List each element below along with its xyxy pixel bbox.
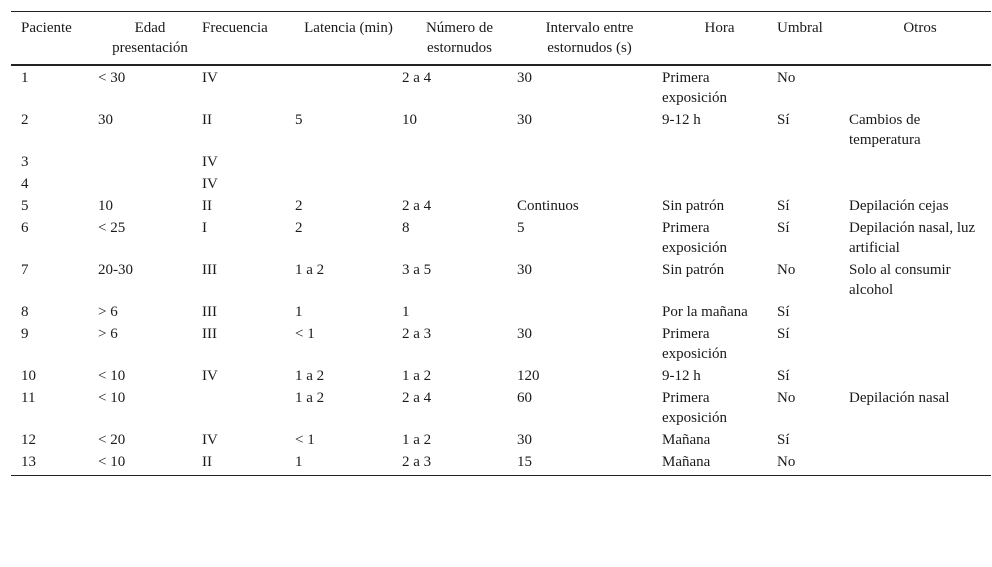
cell-latencia: 1 [295, 451, 402, 476]
cell-latencia: 1 a 2 [295, 390, 325, 406]
header-latencia: Latencia (min) [295, 12, 402, 66]
table-row [11, 429, 991, 451]
cell-umbral: Sí [777, 432, 790, 448]
table-row [11, 387, 991, 429]
cell-edad: < 10 [98, 390, 126, 406]
cell-paciente: 13 [11, 451, 98, 476]
cell-paciente: 9 [21, 326, 29, 342]
cell-otros: Solo al consumir alcohol [849, 262, 951, 298]
cell-numero: 2 a 4 [402, 70, 432, 86]
cell-intervalo [517, 173, 662, 195]
table-row [11, 365, 991, 387]
table-body [11, 65, 991, 476]
cell-hora: Mañana [662, 451, 777, 476]
cell-frecuencia: IV [202, 70, 218, 86]
cell-latencia: 1 a 2 [295, 368, 325, 384]
cell-edad: < 25 [98, 220, 126, 236]
cell-hora: 9-12 h [662, 112, 701, 128]
cell-otros [849, 429, 991, 451]
header-otros: Otros [849, 12, 991, 66]
cell-frecuencia: IV [202, 176, 218, 192]
cell-intervalo: 30 [517, 432, 532, 448]
cell-numero: 1 a 2 [402, 432, 432, 448]
cell-frecuencia: III [202, 326, 217, 342]
cell-umbral: No [777, 70, 796, 86]
cell-edad: 30 [98, 112, 113, 128]
cell-intervalo: 30 [517, 326, 532, 342]
cell-edad: < 10 [98, 451, 202, 476]
cell-otros: Depilación nasal, luz artificial [849, 220, 976, 256]
cell-intervalo: Continuos [517, 198, 579, 214]
table-row [11, 151, 991, 173]
header-umbral: Umbral [777, 12, 849, 66]
header-paciente: Paciente [11, 12, 98, 66]
table-container [11, 11, 981, 476]
cell-edad [98, 151, 202, 173]
cell-paciente: 2 [21, 112, 29, 128]
table-header [11, 12, 991, 66]
table-row [11, 65, 991, 109]
cell-otros [849, 323, 991, 365]
cell-latencia: 1 a 2 [295, 262, 325, 278]
cell-umbral [777, 173, 849, 195]
cell-edad: > 6 [98, 304, 118, 320]
cell-otros [849, 365, 991, 387]
cell-hora [662, 151, 777, 173]
cell-umbral: No [777, 451, 849, 476]
cell-hora: 9-12 h [662, 368, 701, 384]
table-row [11, 173, 991, 195]
table-row [11, 195, 991, 217]
cell-paciente: 4 [21, 176, 29, 192]
cell-paciente: 3 [21, 154, 29, 170]
cell-otros: Depilación cejas [849, 198, 949, 214]
cell-umbral: Sí [777, 198, 790, 214]
cell-otros [849, 151, 991, 173]
patients-table [11, 11, 991, 476]
cell-latencia: < 1 [295, 432, 315, 448]
cell-hora [662, 173, 777, 195]
cell-hora: Primera exposición [662, 70, 727, 106]
cell-edad: < 20 [98, 432, 126, 448]
cell-intervalo: 30 [517, 112, 532, 128]
cell-edad [98, 173, 202, 195]
header-hora: Hora [662, 12, 777, 66]
cell-umbral [777, 151, 849, 173]
cell-intervalo [517, 301, 662, 323]
cell-umbral: Sí [777, 220, 790, 236]
cell-frecuencia: II [202, 198, 212, 214]
table-row [11, 323, 991, 365]
cell-hora: Sin patrón [662, 198, 725, 214]
table-row [11, 301, 991, 323]
cell-latencia: 2 [295, 220, 303, 236]
cell-umbral: No [777, 390, 796, 406]
cell-frecuencia [202, 387, 295, 429]
cell-umbral: Sí [777, 326, 790, 342]
cell-paciente: 11 [21, 390, 36, 406]
cell-numero: 1 a 2 [402, 368, 432, 384]
cell-hora: Primera exposición [662, 390, 727, 426]
cell-otros: Depilación nasal [849, 390, 950, 406]
table-row [11, 451, 991, 476]
cell-edad: 10 [98, 198, 113, 214]
cell-paciente: 1 [21, 70, 29, 86]
table-row [11, 109, 991, 151]
cell-paciente: 8 [21, 304, 29, 320]
table-row [11, 259, 991, 301]
cell-latencia: < 1 [295, 326, 315, 342]
cell-numero [402, 173, 517, 195]
cell-hora: Primera exposición [662, 220, 727, 256]
cell-numero: 2 a 3 [402, 451, 517, 476]
cell-hora: Mañana [662, 432, 711, 448]
cell-frecuencia: III [202, 262, 217, 278]
cell-frecuencia: IV [202, 432, 218, 448]
cell-latencia [295, 151, 402, 173]
cell-otros [849, 451, 991, 476]
cell-umbral: Sí [777, 112, 790, 128]
cell-numero: 2 a 3 [402, 326, 432, 342]
cell-frecuencia: IV [202, 368, 218, 384]
cell-umbral: No [777, 262, 796, 278]
cell-paciente: 5 [21, 198, 29, 214]
cell-paciente: 6 [21, 220, 29, 236]
cell-numero: 3 a 5 [402, 262, 432, 278]
cell-intervalo: 120 [517, 368, 540, 384]
header-row [11, 12, 991, 66]
cell-frecuencia: II [202, 112, 212, 128]
header-edad: Edad presentación [98, 12, 202, 66]
cell-frecuencia: II [202, 451, 295, 476]
cell-intervalo: 60 [517, 390, 532, 406]
cell-intervalo: 15 [517, 451, 662, 476]
header-intervalo: Intervalo entre estornudos (s) [517, 12, 662, 66]
cell-paciente: 7 [21, 262, 29, 278]
cell-umbral: Sí [777, 368, 790, 384]
cell-otros: Cambios de temperatura [849, 112, 921, 148]
header-frecuencia: Frecuencia [202, 12, 295, 66]
cell-otros [849, 173, 991, 195]
cell-otros [849, 301, 991, 323]
cell-intervalo: 5 [517, 220, 525, 236]
table-row [11, 217, 991, 259]
cell-latencia: 1 [295, 304, 303, 320]
cell-frecuencia: I [202, 220, 207, 236]
cell-numero: 1 [402, 304, 410, 320]
cell-paciente: 12 [21, 432, 36, 448]
header-numero: Número de estornudos [402, 12, 517, 66]
cell-latencia: 2 [295, 198, 303, 214]
cell-edad: < 10 [98, 368, 126, 384]
cell-frecuencia: IV [202, 154, 218, 170]
cell-hora: Primera exposición [662, 326, 727, 362]
cell-latencia [295, 173, 402, 195]
cell-latencia: 5 [295, 112, 303, 128]
cell-numero: 8 [402, 220, 410, 236]
cell-edad: < 30 [98, 70, 126, 86]
cell-intervalo [517, 151, 662, 173]
cell-hora: Sin patrón [662, 262, 725, 278]
cell-frecuencia: III [202, 304, 217, 320]
cell-edad: 20-30 [98, 262, 133, 278]
cell-hora: Por la mañana [662, 304, 748, 320]
cell-numero: 2 a 4 [402, 198, 432, 214]
cell-umbral: Sí [777, 304, 790, 320]
cell-otros [849, 65, 991, 109]
cell-intervalo: 30 [517, 70, 532, 86]
cell-paciente: 10 [21, 368, 36, 384]
cell-intervalo: 30 [517, 262, 532, 278]
cell-numero: 2 a 4 [402, 390, 432, 406]
cell-numero [402, 151, 517, 173]
cell-numero: 10 [402, 112, 417, 128]
cell-edad: > 6 [98, 326, 118, 342]
cell-latencia [295, 65, 402, 109]
